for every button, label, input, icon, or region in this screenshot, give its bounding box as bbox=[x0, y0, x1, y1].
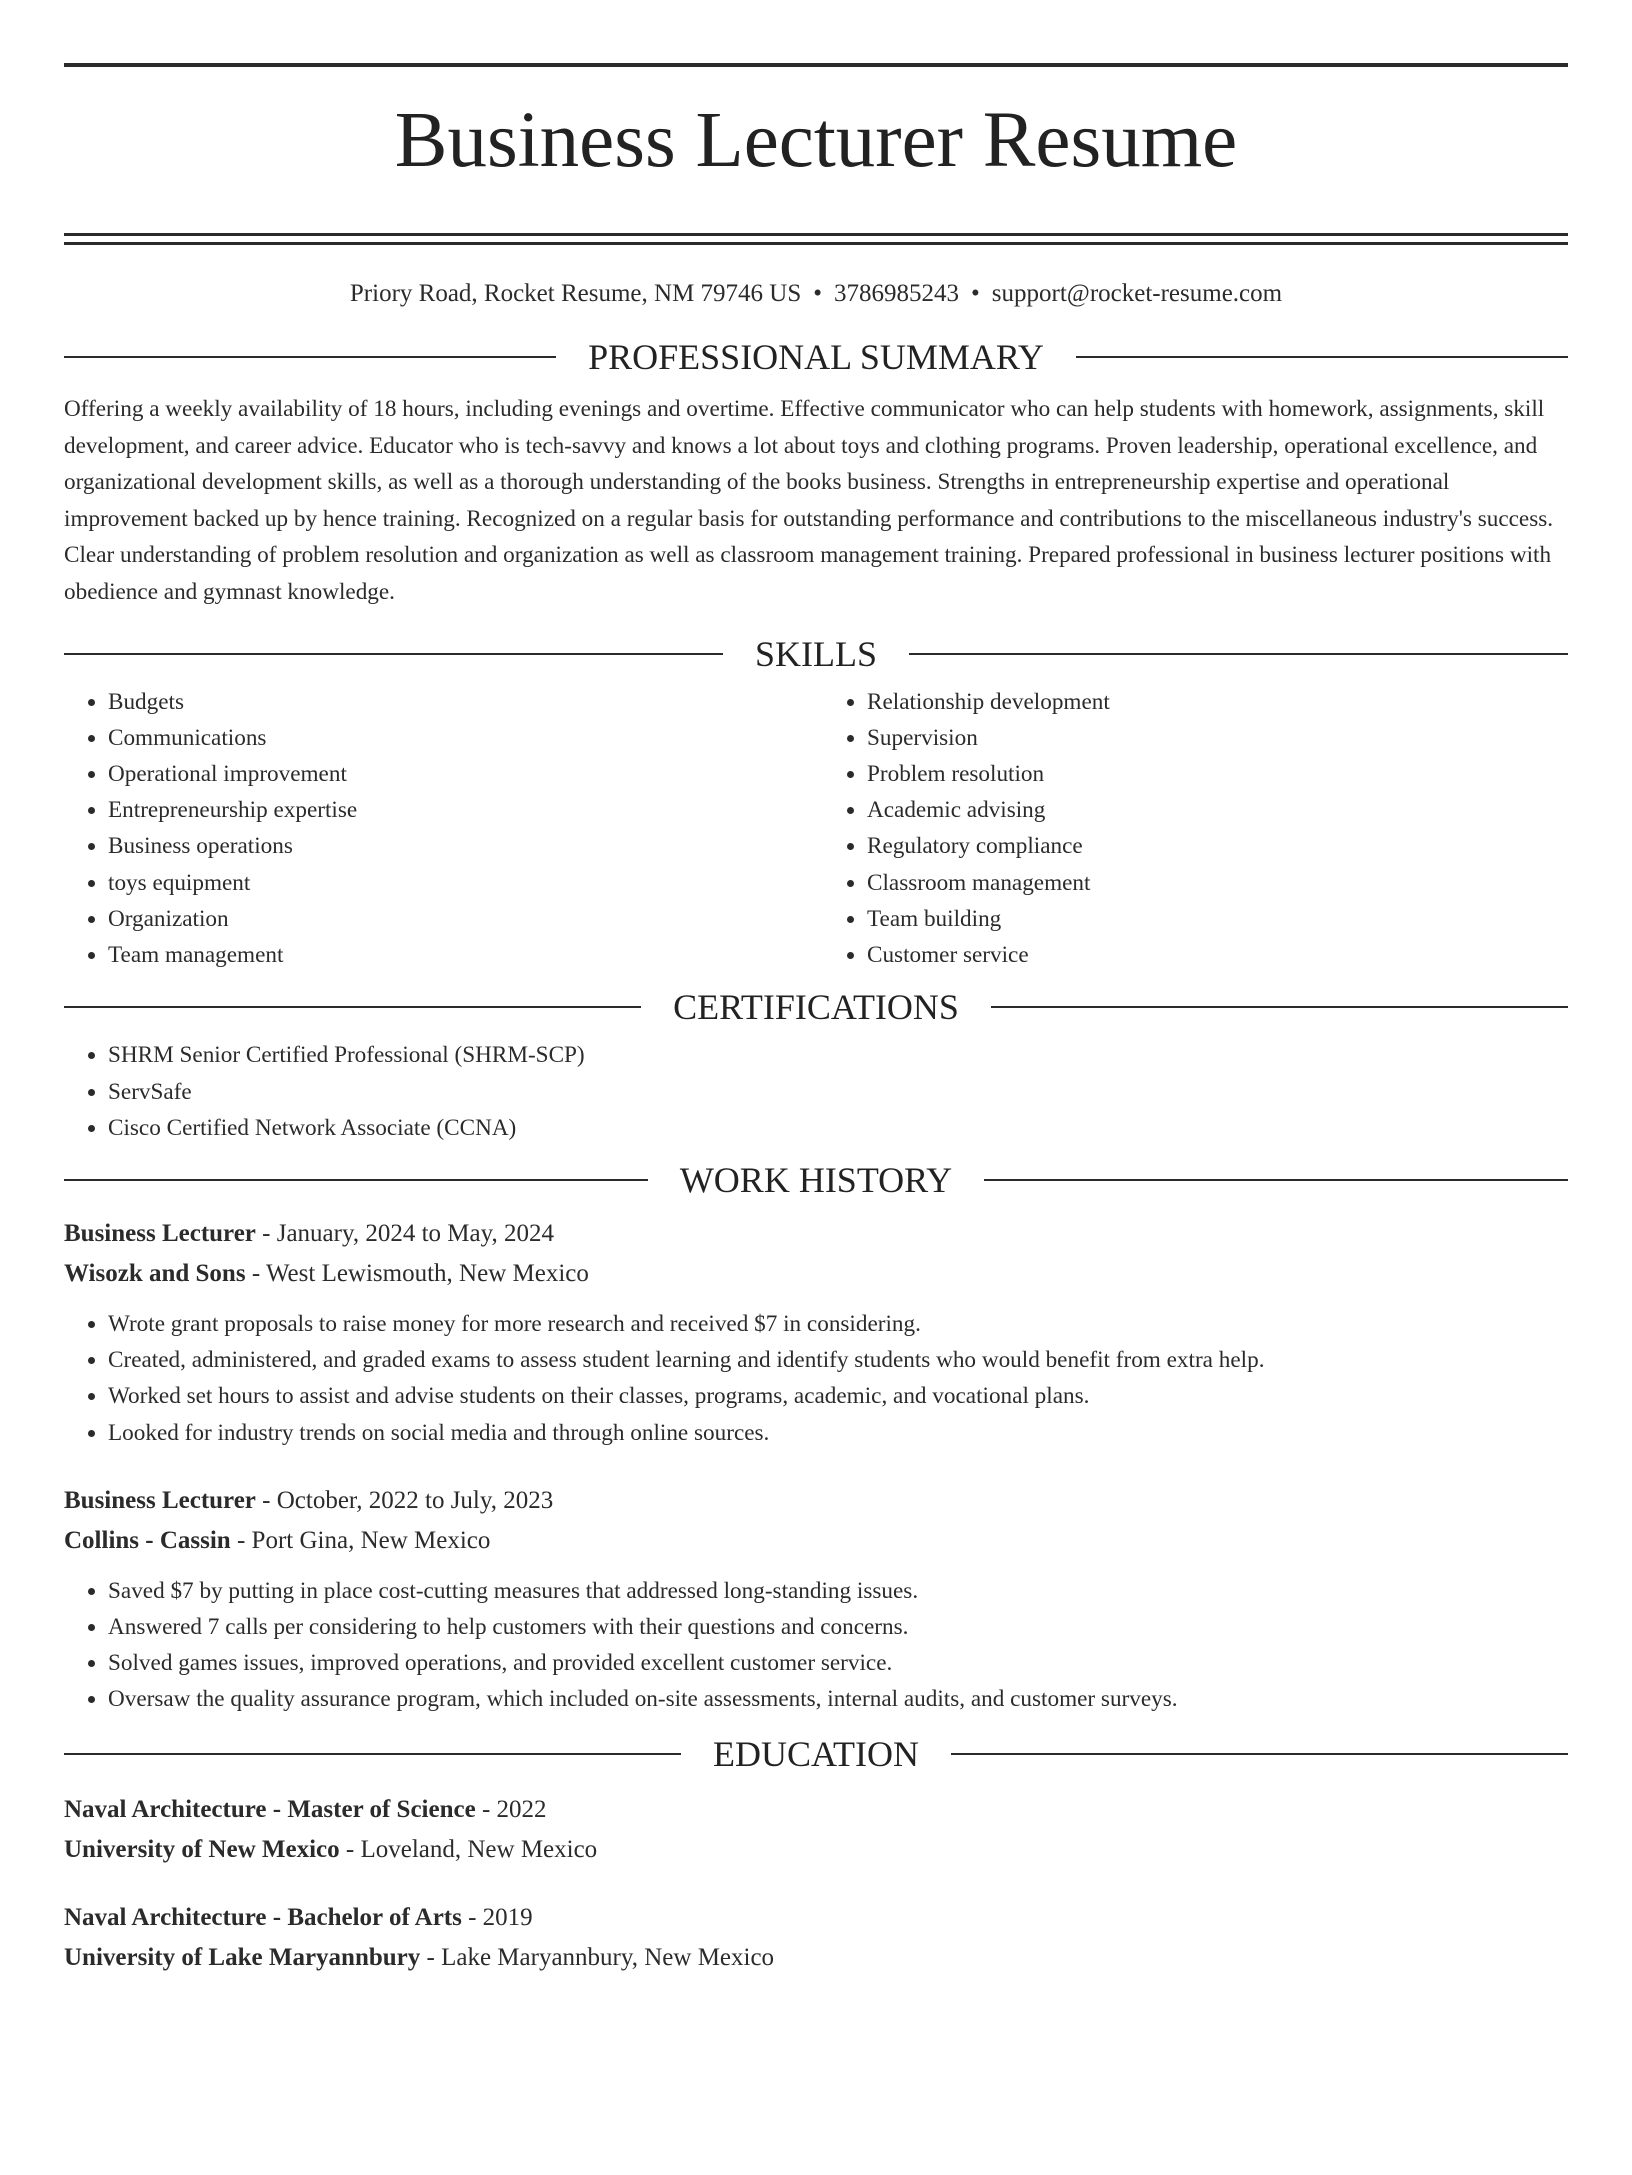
education-degree-line bbox=[64, 1790, 1568, 1830]
skill-item: • Budgets bbox=[108, 684, 809, 720]
heading-rule-right bbox=[984, 1179, 1568, 1181]
job-entry bbox=[64, 1214, 1568, 1451]
job-company: Wisozk and Sons bbox=[64, 1259, 246, 1287]
education-year: - 2019 bbox=[461, 1903, 533, 1931]
job-duty-item: • Saved $7 by putting in place cost-cutting measures that addressed long-standing issues. bbox=[108, 1573, 1568, 1609]
contact-separator: • bbox=[813, 279, 823, 307]
certifications-heading-label: CERTIFICATIONS bbox=[673, 987, 959, 1028]
skills-list-left bbox=[64, 684, 809, 974]
contact-email[interactable]: support@rocket-resume.com bbox=[991, 279, 1283, 307]
heading-rule-left bbox=[64, 356, 556, 358]
skills-heading-label: SKILLS bbox=[755, 633, 878, 674]
skill-item: • Business operations bbox=[108, 828, 809, 864]
education-entry bbox=[64, 1790, 1568, 1870]
certification-item: • Cisco Certified Network Associate (CCNA) bbox=[108, 1110, 1568, 1146]
job-duties-list bbox=[64, 1306, 1568, 1451]
education-year: - 2022 bbox=[475, 1795, 547, 1823]
certification-item: • ServSafe bbox=[108, 1074, 1568, 1110]
skill-item: • toys equipment bbox=[108, 865, 809, 901]
education-heading bbox=[64, 1734, 1568, 1774]
skill-item: • Academic advising bbox=[867, 792, 1568, 828]
job-company-line bbox=[64, 1254, 1568, 1294]
skill-item: • Problem resolution bbox=[867, 756, 1568, 792]
skill-item: • Communications bbox=[108, 720, 809, 756]
job-duty-item: • Answered 7 calls per considering to help customers with their questions and concerns. bbox=[108, 1609, 1568, 1645]
job-company-line bbox=[64, 1521, 1568, 1561]
job-duty-item: • Oversaw the quality assurance program, which included on-site assessments, internal audits, and customer surveys. bbox=[108, 1681, 1568, 1717]
education-school: University of New Mexico bbox=[64, 1835, 340, 1863]
skill-item: • Team management bbox=[108, 937, 809, 973]
heading-rule-left bbox=[64, 1006, 641, 1008]
education-school: University of Lake Maryannbury bbox=[64, 1943, 421, 1971]
job-location: - Port Gina, New Mexico bbox=[230, 1526, 491, 1554]
job-company: Collins - Cassin bbox=[64, 1526, 231, 1554]
education-entry bbox=[64, 1898, 1568, 1978]
contact-phone: 3786985243 bbox=[834, 279, 960, 307]
job-duty-item: • Wrote grant proposals to raise money for more research and received $7 in considering. bbox=[108, 1306, 1568, 1342]
job-location: - West Lewismouth, New Mexico bbox=[245, 1259, 589, 1287]
work-history-heading-label: WORK HISTORY bbox=[679, 1159, 953, 1200]
heading-rule-right bbox=[1076, 356, 1568, 358]
education-location: - Loveland, New Mexico bbox=[339, 1835, 598, 1863]
job-dates: - January, 2024 to May, 2024 bbox=[255, 1219, 555, 1247]
skill-item: • Regulatory compliance bbox=[867, 828, 1568, 864]
skill-item: • Relationship development bbox=[867, 684, 1568, 720]
job-duty-item: • Created, administered, and graded exams to assess student learning and identify students who would benefit from extra help. bbox=[108, 1342, 1568, 1378]
education-school-line bbox=[64, 1938, 1568, 1978]
job-dates: - October, 2022 to July, 2023 bbox=[255, 1486, 554, 1514]
education-degree: Naval Architecture - Master of Science bbox=[64, 1795, 476, 1823]
job-title-line bbox=[64, 1214, 1568, 1254]
skill-item: • Customer service bbox=[867, 937, 1568, 973]
job-entry bbox=[64, 1481, 1568, 1718]
skill-item: • Organization bbox=[108, 901, 809, 937]
education-location: - Lake Maryannbury, New Mexico bbox=[420, 1943, 775, 1971]
work-history-heading bbox=[64, 1160, 1568, 1200]
job-duty-item: • Worked set hours to assist and advise students on their classes, programs, academic, and vocational plans. bbox=[108, 1378, 1568, 1414]
skill-item: • Entrepreneurship expertise bbox=[108, 792, 809, 828]
heading-rule-left bbox=[64, 1179, 648, 1181]
heading-rule-right bbox=[909, 653, 1568, 655]
summary-heading-label: PROFESSIONAL SUMMARY bbox=[588, 336, 1044, 377]
certification-item: • SHRM Senior Certified Professional (SHRM-SCP) bbox=[108, 1037, 1568, 1073]
skill-item: • Operational improvement bbox=[108, 756, 809, 792]
education-degree-line bbox=[64, 1898, 1568, 1938]
education-school-line bbox=[64, 1830, 1568, 1870]
skill-item: • Classroom management bbox=[867, 865, 1568, 901]
education-heading-label: EDUCATION bbox=[713, 1733, 919, 1774]
skill-item: • Team building bbox=[867, 901, 1568, 937]
certifications-list bbox=[64, 1037, 1568, 1146]
job-duty-item: • Solved games issues, improved operations, and provided excellent customer service. bbox=[108, 1645, 1568, 1681]
top-divider bbox=[64, 63, 1568, 67]
job-title-line bbox=[64, 1481, 1568, 1521]
skills-list-right bbox=[809, 684, 1568, 974]
title-double-divider bbox=[64, 233, 1568, 245]
heading-rule-left bbox=[64, 653, 723, 655]
heading-rule-right bbox=[991, 1006, 1568, 1008]
job-title: Business Lecturer bbox=[64, 1219, 256, 1247]
job-duty-item: • Looked for industry trends on social media and through online sources. bbox=[108, 1415, 1568, 1451]
summary-heading bbox=[64, 337, 1568, 377]
skill-item: • Supervision bbox=[867, 720, 1568, 756]
heading-rule-left bbox=[64, 1753, 681, 1755]
skills-grid bbox=[64, 684, 1568, 974]
summary-paragraph: Offering a weekly availability of 18 hours, including evenings and overtime. Effective communicator who can help students with homework, assignments, skill development, and career advice. Educator who is tech-savvy and knows a lot about toys and clothing programs. Proven leadership, operational excellence, and organizational development skills, as well as a thorough understanding of the books business. Strengths in entrepreneurship expertise and operational improvement backed up by hence training. Recognized on a regular basis for outstanding performance and contributions to the miscellaneous industry's success. Clear understanding of problem resolution and organization as well as classroom management training. Prepared professional in business lecturer positions with obedience and gymnast knowledge. bbox=[64, 395, 1554, 605]
contact-line bbox=[64, 279, 1568, 309]
certifications-heading bbox=[64, 987, 1568, 1027]
page-title: Business Lecturer Resume bbox=[394, 97, 1238, 184]
contact-address: Priory Road, Rocket Resume, NM 79746 US bbox=[349, 279, 802, 307]
resume-page bbox=[0, 63, 1632, 2175]
job-title: Business Lecturer bbox=[64, 1486, 256, 1514]
contact-separator: • bbox=[971, 279, 980, 307]
heading-rule-right bbox=[951, 1753, 1568, 1755]
education-degree: Naval Architecture - Bachelor of Arts bbox=[64, 1903, 462, 1931]
job-duties-list bbox=[64, 1573, 1568, 1718]
skills-heading bbox=[64, 634, 1568, 674]
